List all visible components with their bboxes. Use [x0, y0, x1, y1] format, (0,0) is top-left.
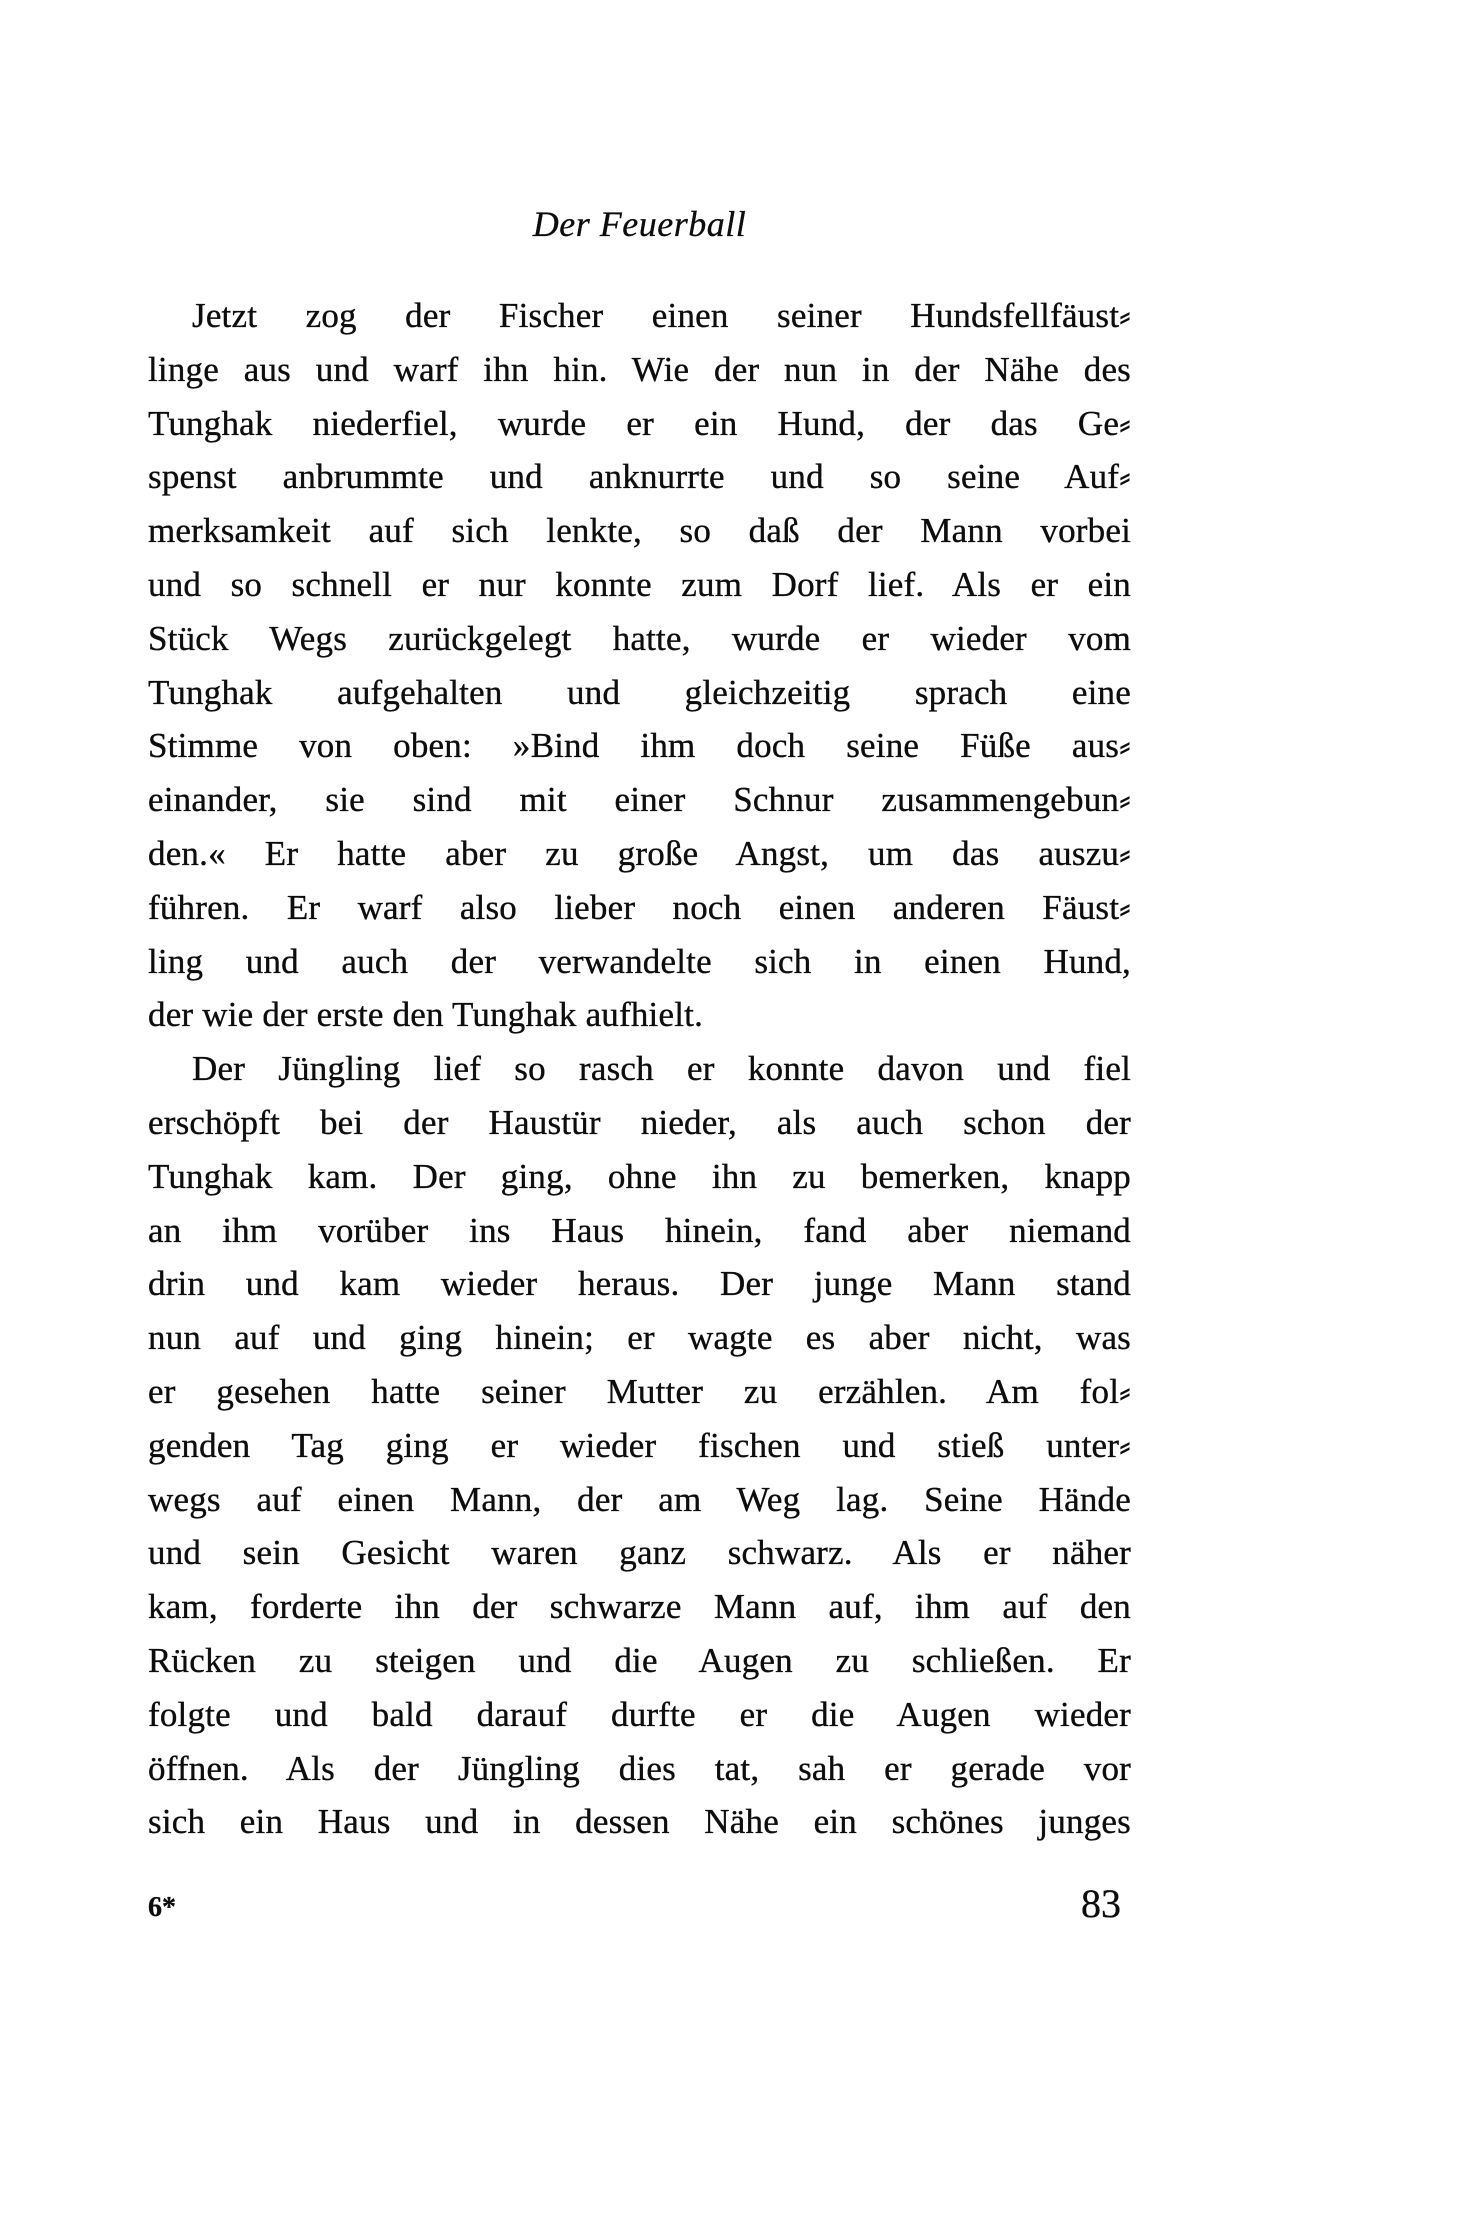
text-line: drin und kam wieder heraus. Der junge Mann stand	[148, 1264, 1131, 1304]
text-line: der wie der erste den Tunghak aufhielt.	[148, 995, 704, 1035]
text-line: führen. Er warf also lieber noch einen anderen Fäust⸗	[148, 887, 1131, 927]
text-line: Stück Wegs zurückgelegt hatte, wurde er wieder vom	[148, 618, 1131, 658]
text-line: er gesehen hatte seiner Mutter zu erzählen. Am fol⸗	[148, 1371, 1131, 1411]
text-line: und sein Gesicht waren ganz schwarz. Als er näher	[148, 1533, 1131, 1573]
text-line: erschöpft bei der Haustür nieder, als auch schon der	[148, 1102, 1131, 1142]
text-line: Tunghak niederfiel, wurde er ein Hund, der das Ge⸗	[148, 403, 1131, 443]
text-line: nun auf und ging hinein; er wagte es aber nicht, was	[148, 1318, 1131, 1358]
text-line: Der Jüngling lief so rasch er konnte davon und fiel	[192, 1049, 1131, 1089]
text-line: spenst anbrummte und anknurrte und so seine Auf⸗	[148, 457, 1131, 497]
signature-mark: 6*	[148, 1892, 176, 1923]
text-line: merksamkeit auf sich lenkte, so daß der Mann vorbei	[148, 511, 1131, 551]
text-line: Tunghak aufgehalten und gleichzeitig sprach eine	[148, 672, 1131, 712]
text-line: wegs auf einen Mann, der am Weg lag. Seine Hände	[148, 1479, 1131, 1519]
text-line: sich ein Haus und in dessen Nähe ein schönes junges	[148, 1802, 1131, 1842]
text-line: kam, forderte ihn der schwarze Mann auf, ihm auf den	[148, 1587, 1131, 1627]
text-line: folgte und bald darauf durfte er die Augen wieder	[148, 1694, 1131, 1734]
text-line: Tunghak kam. Der ging, ohne ihn zu bemerken, knapp	[148, 1156, 1131, 1196]
running-head	[148, 203, 1131, 245]
text-line: einander, sie sind mit einer Schnur zusammengebun⸗	[148, 780, 1131, 820]
chapter-title: Der Feuerball	[532, 204, 747, 244]
text-line: ling und auch der verwandelte sich in einen Hund,	[148, 941, 1131, 981]
page-number: 83	[1081, 1881, 1121, 1926]
page-footer	[148, 1880, 1131, 1936]
text-line: und so schnell er nur konnte zum Dorf lief. Als er ein	[148, 564, 1131, 604]
text-line: den.« Er hatte aber zu große Angst, um das auszu⸗	[148, 833, 1131, 873]
text-line: linge aus und warf ihn hin. Wie der nun in der Nähe des	[148, 349, 1131, 389]
text-line: Jetzt zog der Fischer einen seiner Hundsfellfäust⸗	[192, 296, 1131, 335]
text-block	[148, 289, 1131, 1849]
text-line: Stimme von oben: »Bind ihm doch seine Füße aus⸗	[148, 726, 1131, 766]
text-line: genden Tag ging er wieder fischen und stieß unter⸗	[148, 1425, 1131, 1465]
text-line: Rücken zu steigen und die Augen zu schließen. Er	[148, 1640, 1131, 1680]
text-line: öffnen. Als der Jüngling dies tat, sah er gerade vor	[148, 1748, 1131, 1788]
text-line: an ihm vorüber ins Haus hinein, fand aber niemand	[148, 1210, 1131, 1250]
